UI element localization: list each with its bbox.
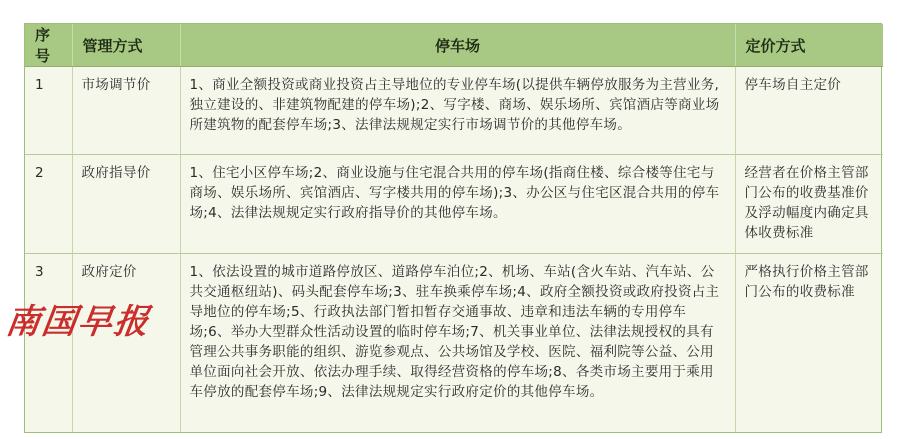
row-pricing-method: 停车场自主定价 [735, 67, 883, 155]
header-management-method: 管理方式 [72, 24, 180, 67]
newspaper-watermark-logo: 南国早报 [3, 302, 153, 342]
table-row [25, 67, 883, 155]
row-pricing-method: 严格执行价格主管部门公布的收费标准 [744, 263, 869, 300]
header-parking-lot: 停车场 [180, 24, 735, 67]
pricing-table-frame [24, 23, 882, 433]
row-parking-lots: 1、依法设置的城市道路停放区、道路停车泊位;2、机场、车站(含火车站、汽车站、公共交通枢纽站)、码头配套停车场;3、驻车换乘停车场;4、政府全额投资或政府投资占主导地位的停车场;5、行政执法部门暂扣暂存交通事故、违章和违法车辆的专用停车场;6、举办大型群众性活动设置的临时停车场;7、机关事业单位、法律法规授权的具有管理公共事务职能的组织、游览参观点、公共场馆及学校、医院、福利院等公益、公用单位面向社会开放、依法办理手续、取得经营资格的停车场;8、各类市场主要用于乘用车停放的配套停车场;9、法律法规规定实行政府定价的其他停车场。 [180, 253, 735, 432]
row-index: 1 [25, 67, 72, 155]
row-pricing-method: 经营者在价格主管部门公布的收费基准价及浮动幅度内确定具体收费标准 [735, 155, 883, 254]
header-pricing-method: 定价方式 [735, 24, 883, 67]
row-parking-lots: 1、住宅小区停车场;2、商业设施与住宅混合共用的停车场(指商住楼、综合楼等住宅与商场、娱乐场所、宾馆酒店、写字楼共用的停车场);3、办公区与住宅区混合共用的停车场;4、法律法规规定实行政府指导价的其他停车场。 [180, 155, 735, 254]
table-row [25, 155, 883, 254]
row-management-method: 政府指导价 [72, 155, 180, 254]
header-index: 序号 [25, 24, 72, 67]
parking-pricing-table [25, 24, 883, 432]
row-management-method: 政府定价 [72, 253, 180, 432]
row-management-method: 市场调节价 [72, 67, 180, 155]
row-index: 2 [25, 155, 72, 254]
row-index: 3 [25, 253, 72, 432]
row-parking-lots: 1、商业全额投资或商业投资占主导地位的专业停车场(以提供车辆停放服务为主营业务,独立建设的、非建筑物配建的停车场);2、写字楼、商场、娱乐场所、宾馆酒店等商业场所建筑物的配套停车场;3、法律法规规定实行市场调节价的其他停车场。 [180, 67, 735, 155]
table-header-row [25, 24, 883, 67]
